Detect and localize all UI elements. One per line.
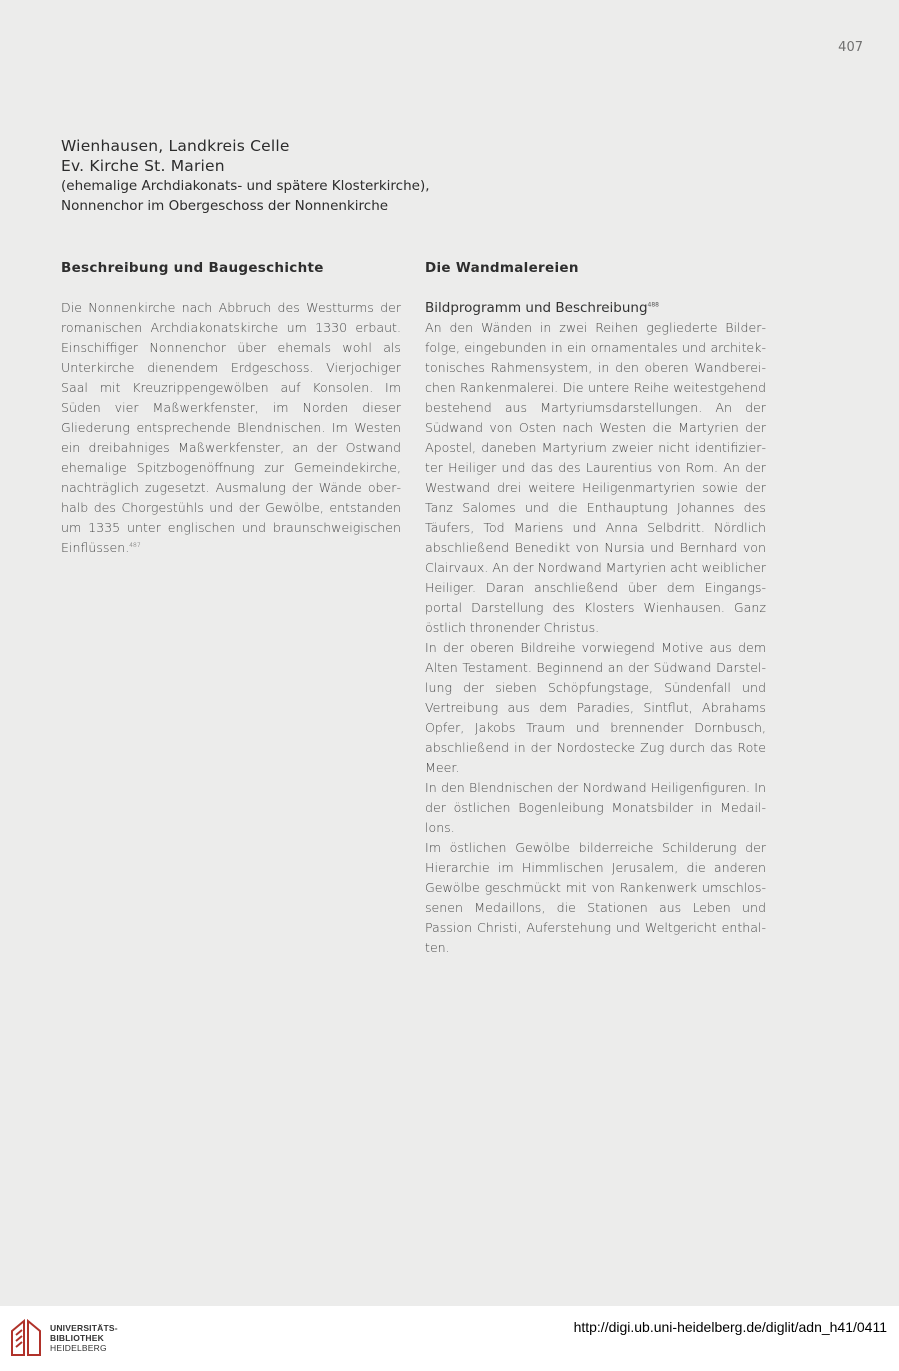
header-church: Ev. Kirche St. Marien — [61, 157, 225, 175]
header-location: Wienhausen, Landkreis Celle — [61, 137, 290, 155]
library-logo-icon[interactable] — [10, 1317, 42, 1357]
library-name-line1: UNIVERSITÄTS- — [50, 1323, 118, 1333]
document-header — [61, 136, 461, 216]
right-column — [425, 258, 766, 958]
paragraph-text: Die Nonnenkirche nach Abbruch des Westturms der romanischen Archdiakonatskirche um 1330 erbaut. Einschiffiger Nonnenchor über ehemals wohl als Unterkirche dienendem Erdgeschoss. Vierjochiger Saal mit Kreuzrippengewölben auf Konsolen. Im Süden vier Maßwerkfenster, im Norden dieser Gliederung entsprechende Blendnischen. Im Westen ein dreibahniges Maßwerkfenster, an der Ostwand ehemalige Spitzbogenöffnung zur Gemeindekirche, nachträglich zugesetzt. Ausmalung der Wände oberhalb des Chorgestühls und der Gewölbe, entstanden um 1335 unter englischen und braunschweigischen Einflüssen. — [61, 300, 401, 555]
paragraph: An den Wänden in zwei Reihen gegliederte Bilderfolge, eingebunden in ein ornamentales und architektonisches Rahmensystem, in den oberen Wandbereichen Rankenmalerei. Die untere Reihe weitestgehend bestehend aus Martyriumsdarstellungen. An der Südwand von Osten nach Westen die Martyrien der Apostel, daneben Martyrium zweier nicht identifizierter Heiliger und das des Laurentius von Rom. An der Westwand drei weitere Heiligenmartyrien sowie der Tanz Salomes und die Enthauptung Johannes des Täufers, Tod Mariens und Anna Selbdritt. Nördlich abschließend Benedikt von Nursia und Bernhard von Clairvaux. An der Nordwand Martyrien acht weiblicher Heiliger. Daran anschließend über dem Eingangsportal Darstellung des Klosters Wienhausen. Ganz östlich thronender Christus. — [425, 320, 766, 635]
footer-bar — [0, 1306, 899, 1371]
paragraph-beschreibung — [61, 298, 401, 558]
footnote-ref[interactable]: 487 — [129, 541, 141, 549]
paragraph: In den Blendnischen der Nordwand Heiligenfiguren. In der östlichen Bogenleibung Monatsbilder in Medaillons. — [425, 780, 766, 835]
header-subtitle: Nonnenchor im Obergeschoss der Nonnenkirche — [61, 198, 389, 214]
library-name-line3: HEIDELBERG — [50, 1343, 107, 1353]
section-heading-beschreibung: Beschreibung und Baugeschichte — [61, 260, 324, 276]
left-column — [61, 258, 401, 558]
paragraph: In der oberen Bildreihe vorwiegend Motive aus dem Alten Testament. Beginnend an der Südwand Darstellung der sieben Schöpfungstage, Sündenfall und Vertreibung aus dem Paradies, Sintflut, Abrahams Opfer, Jakobs Traum und brennender Dornbusch, abschließend in der Nordostecke Zug durch das Rote Meer. — [425, 640, 766, 775]
header-church-note: (ehemalige Archdiakonats- und spätere Klosterkirche), — [61, 178, 430, 194]
section-heading-wandmalereien: Die Wandmalereien — [425, 260, 579, 276]
page-number: 407 — [838, 40, 863, 55]
source-url-link[interactable]: http://digi.ub.uni-heidelberg.de/diglit/adn_h41/0411 — [573, 1319, 887, 1335]
subheading-text: Bildprogramm und Beschreibung — [425, 300, 648, 316]
library-name-line2: BIBLIOTHEK — [50, 1333, 104, 1343]
subheading-bildprogramm — [425, 298, 766, 318]
footnote-ref[interactable]: 488 — [647, 301, 659, 309]
library-name — [50, 1323, 118, 1353]
paragraph: Im östlichen Gewölbe bilderreiche Schilderung der Hierarchie im Himmlischen Jerusalem, die anderen Gewölbe geschmückt mit von Rankenwerk umschlossenen Medaillons, die Stationen aus Leben und Passion Christi, Auferstehung und Weltgericht enthalten. — [425, 840, 766, 955]
